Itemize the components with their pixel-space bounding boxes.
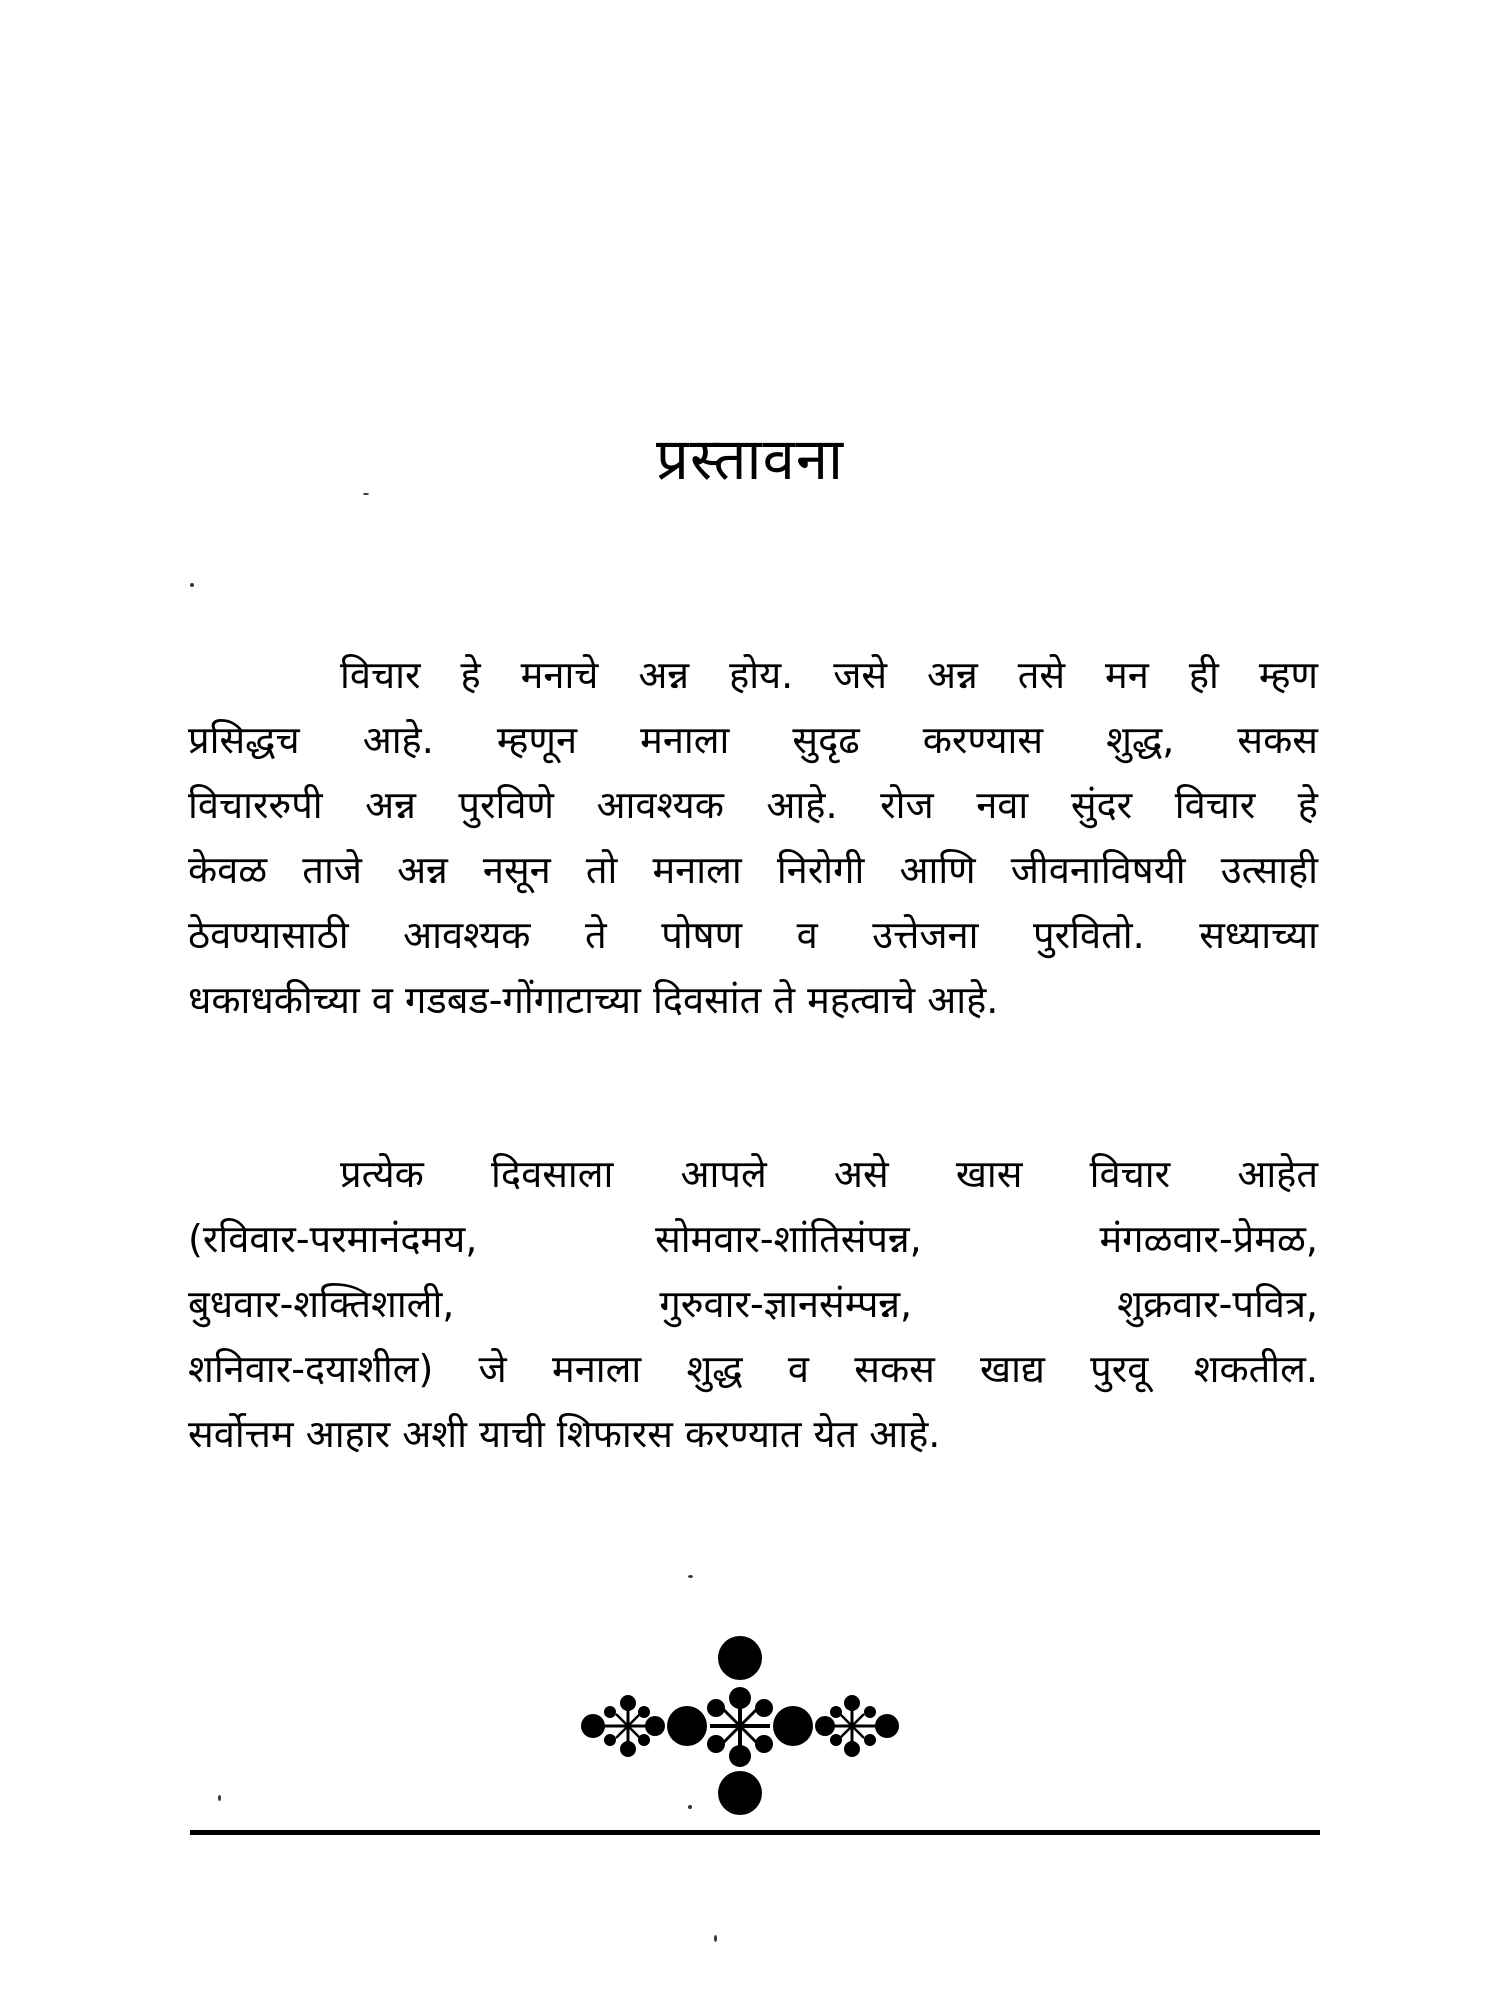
scan-speck (218, 1795, 221, 1801)
bottom-rule (190, 1830, 1320, 1835)
floral-ornament-icon (560, 1628, 920, 1828)
page-title: प्रस्तावना (655, 425, 845, 493)
paragraph-line: बुधवार-शक्तिशाली, गुरुवार-ज्ञानसंम्पन्न, शुक्रवार-पवित्र, (188, 1282, 1318, 1326)
paragraph-line: विचाररुपी अन्न पुरविणे आवश्यक आहे. रोज नवा सुंदर विचार हे (188, 783, 1318, 827)
paragraph-2 (188, 1142, 1318, 1467)
paragraph-1 (188, 643, 1318, 1033)
paragraph-line: प्रत्येक दिवसाला आपले असे खास विचार आहेत (340, 1152, 1318, 1196)
scan-speck (688, 1805, 692, 1809)
scan-speck (714, 1935, 717, 1942)
paragraph-line: शनिवार-दयाशील) जे मनाला शुद्ध व सकस खाद्य पुरवू शकतील. (188, 1347, 1318, 1391)
paragraph-line: धकाधकीच्या व गडबड-गोंगाटाच्या दिवसांत ते महत्वाचे आहे. (188, 978, 999, 1022)
paragraph-line: (रविवार-परमानंदमय, सोमवार-शांतिसंपन्न, मंगळवार-प्रेमळ, (188, 1217, 1318, 1261)
scan-speck (190, 583, 194, 587)
paragraph-line: ठेवण्यासाठी आवश्यक ते पोषण व उत्तेजना पुरवितो. सध्याच्या (188, 913, 1318, 957)
paragraph-line: सर्वोत्तम आहार अशी याची शिफारस करण्यात येत आहे. (188, 1412, 941, 1456)
paragraph-line: प्रसिद्धच आहे. म्हणून मनाला सुदृढ करण्यास शुद्ध, सकस (188, 718, 1318, 762)
scan-speck (363, 493, 369, 495)
paragraph-line: केवळ ताजे अन्न नसून तो मनाला निरोगी आणि जीवनाविषयी उत्साही (188, 848, 1318, 892)
paragraph-line: विचार हे मनाचे अन्न होय. जसे अन्न तसे मन ही म्हण (340, 653, 1318, 697)
scan-speck (688, 1575, 693, 1578)
